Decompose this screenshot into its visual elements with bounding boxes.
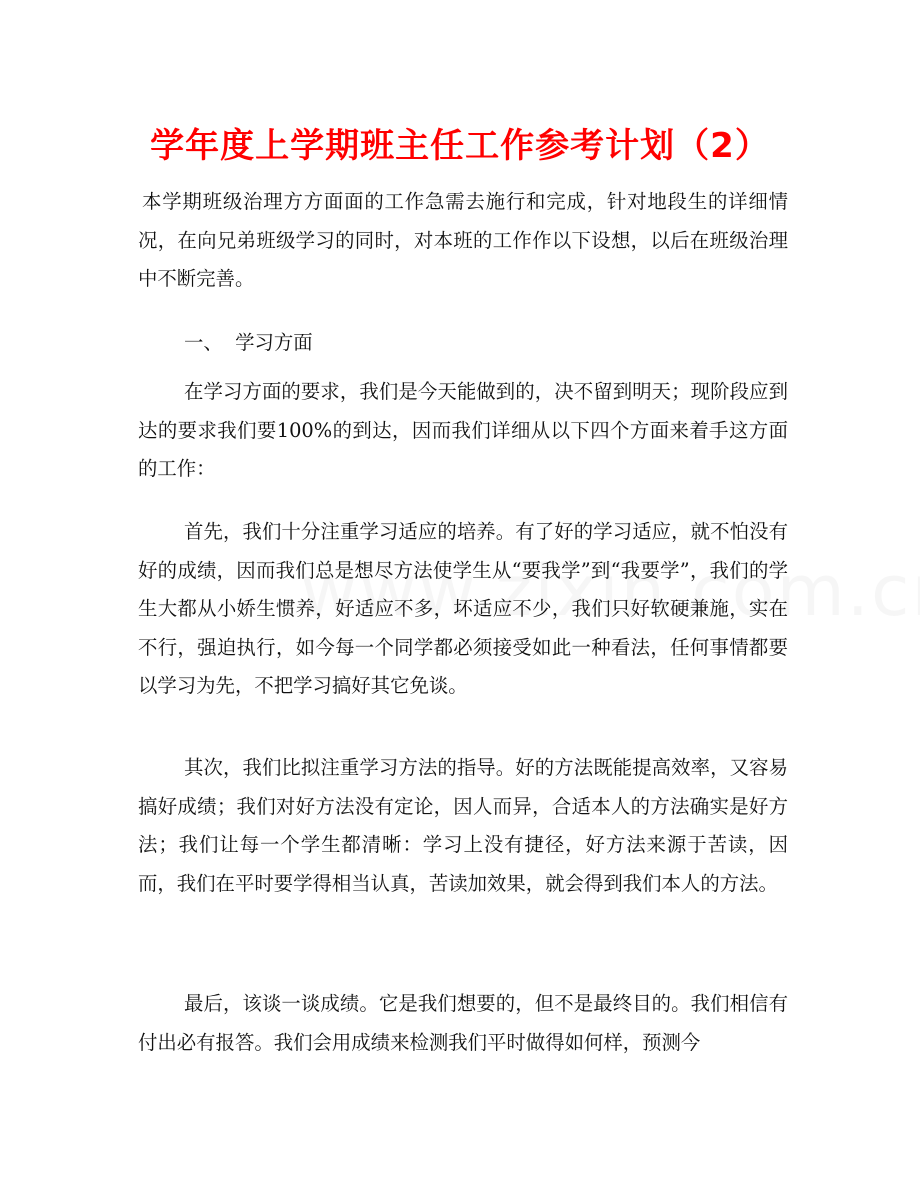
intro-paragraph: 本学期班级治理方方面面的工作急需去施行和完成，针对地段生的详细情况，在向兄弟班级学习的同时，对本班的工作作以下设想，以后在班级治理中不断完善。 (138, 190, 788, 290)
paragraph-grades: 最后，该谈一谈成绩。它是我们想要的，但不是最终目的。我们相信有付出必有报答。我们会用成绩来检测我们平时做得如何样，预测今 (138, 992, 788, 1054)
section-heading-study: 一、 学习方面 (184, 331, 313, 354)
paragraph-study-habits: 首先，我们十分注重学习适应的培养。有了好的学习适应，就不怕没有好的成绩，因而我们总是想尽方法使学生从“要我学”到“我要学”，我们的学生大都从小娇生惯养，好适应不多，坏适应不少，我们只好软硬兼施，实在不行，强迫执行，如今每一个同学都必须接受如此一种看法，任何事情都要以学习为先，不把学习搞好其它免谈。 (138, 520, 788, 697)
document-title: 学年度上学期班主任工作参考计划（2） (150, 126, 770, 166)
paragraph-study-methods: 其次，我们比拟注重学习方法的指导。好的方法既能提高效率，又容易搞好成绩；我们对好方法没有定论，因人而异，合适本人的方法确实是好方法；我们让每一个学生都清晰：学习上没有捷径，好方法来源于苦读，因而，我们在平时要学得相当认真，苦读加效果，就会得到我们本人的方法。 (138, 756, 788, 895)
paragraph-study-requirements: 在学习方面的要求，我们是今天能做到的，决不留到明天；现阶段应到达的要求我们要100%的到达，因而我们详细从以下四个方面来着手这方面的工作： (138, 380, 788, 480)
